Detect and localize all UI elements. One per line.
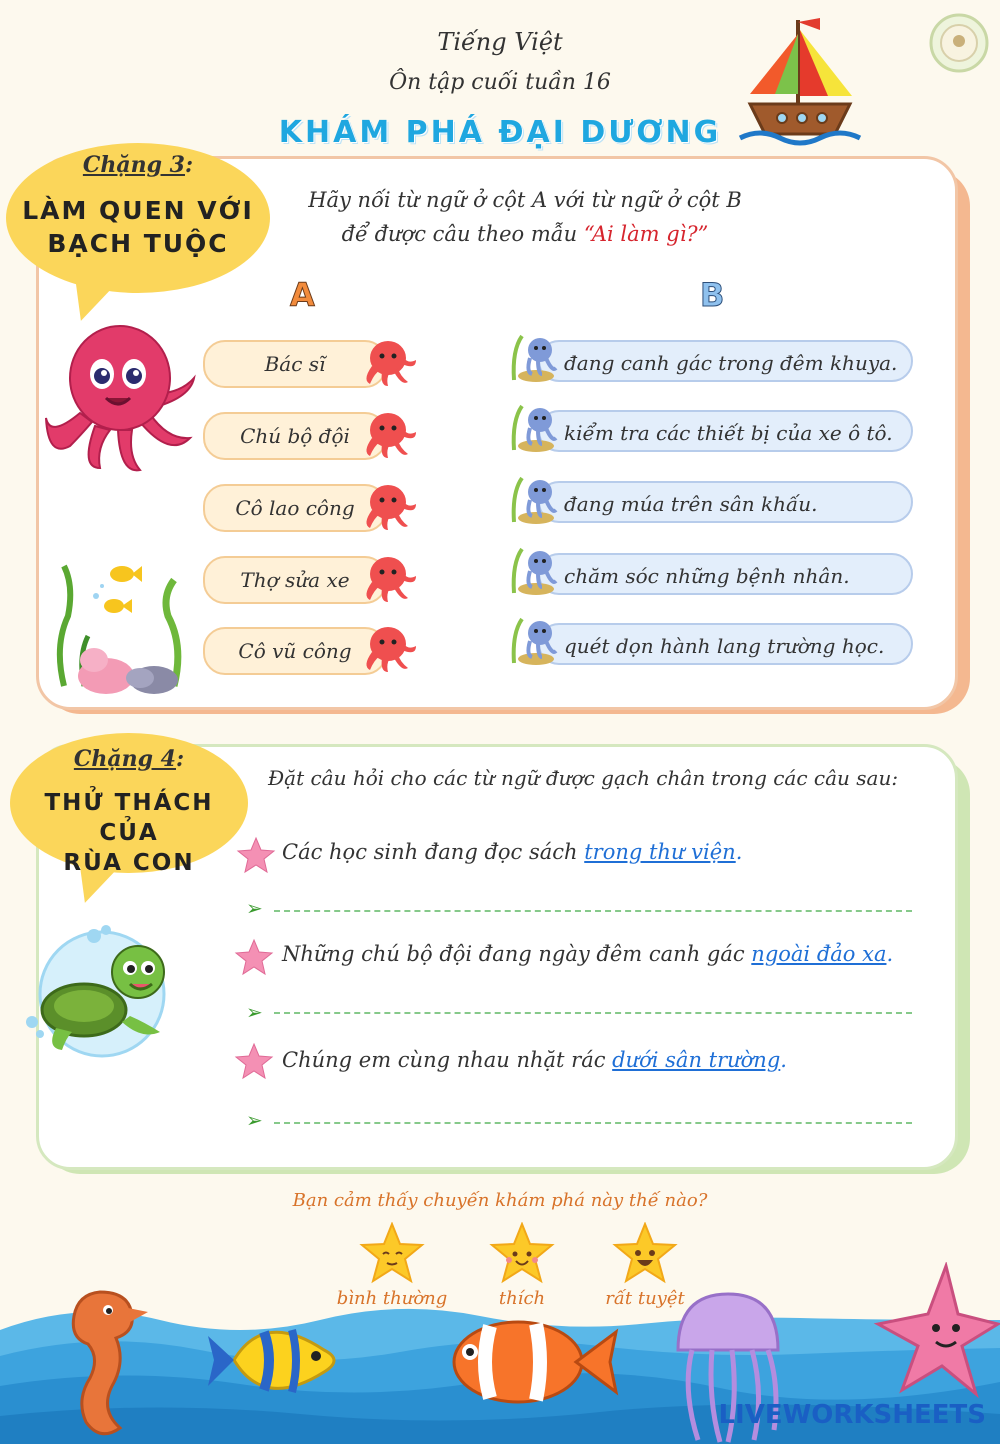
answer-3-marker: ➢ [246, 1108, 263, 1132]
col-a-item-2[interactable]: Chú bộ đội [203, 412, 387, 460]
question-2-end: . [886, 942, 894, 966]
col-b-item-2[interactable]: kiểm tra các thiết bị của xe ô tô. [538, 410, 913, 452]
red-octopus-icon[interactable] [358, 480, 418, 534]
octopus-illustration [40, 318, 200, 478]
rating-great-label: rất tuyệt [605, 1288, 685, 1309]
stage3-instruction [250, 183, 800, 251]
question-1-text: Các học sinh đang đọc sách [282, 840, 585, 864]
stage3-colon: : [184, 152, 194, 178]
star-great-icon [612, 1222, 678, 1284]
week-title: Ôn tập cuối tuần 16 [389, 70, 611, 95]
answer-2-input[interactable] [274, 1000, 912, 1014]
question-2-text: Những chú bộ đội đang ngày đêm canh gác [282, 942, 752, 966]
turtle-illustration [22, 922, 182, 1062]
blue-octopus-icon[interactable] [508, 472, 562, 526]
stage3-title-line2: BẠCH TUỘC [47, 229, 229, 258]
col-a-item-5[interactable]: Cô vũ công [203, 627, 387, 675]
rating-like-label: thích [498, 1288, 546, 1309]
stage4-title-line1: THỬ THÁCH CỦA [44, 790, 214, 846]
question-3-end: . [780, 1048, 787, 1072]
stage4-label: Chặng 4 [73, 746, 176, 772]
red-octopus-icon[interactable] [358, 408, 418, 462]
school-logo-icon [928, 12, 990, 74]
column-b-header: B [700, 276, 725, 314]
question-2-underlined: ngoài đảo xa [751, 942, 887, 966]
blue-octopus-icon[interactable] [508, 543, 562, 597]
question-3-underlined: dưới sân trường [612, 1048, 781, 1072]
stage4-label-wrap [10, 746, 248, 772]
stage3-label: Chặng 3 [82, 152, 185, 178]
blue-octopus-icon[interactable] [508, 400, 562, 454]
question-1-underlined: trong thư viện [584, 840, 736, 864]
coral-reef-illustration [44, 556, 204, 696]
stage3-instruction-prefix: để được câu theo mẫu [341, 222, 584, 246]
col-b-item-3[interactable]: đang múa trên sân khấu. [538, 481, 913, 523]
question-1 [282, 840, 742, 864]
stage3-label-wrap [6, 152, 270, 178]
question-3 [282, 1048, 787, 1072]
question-1-end: . [735, 840, 743, 864]
col-a-item-3[interactable]: Cô lao công [203, 484, 387, 532]
seahorse-illustration [30, 1282, 150, 1444]
pink-star-icon [236, 836, 276, 874]
col-b-item-4[interactable]: chăm sóc những bệnh nhân. [538, 553, 913, 595]
stage4-instruction: Đặt câu hỏi cho các từ ngữ được gạch chân trong các câu sau: [268, 766, 899, 790]
question-3-text: Chúng em cùng nhau nhặt rác [282, 1048, 613, 1072]
pink-star-icon [234, 1042, 274, 1080]
column-a-header: A [290, 276, 315, 314]
col-a-item-1[interactable]: Bác sĩ [203, 340, 387, 388]
col-b-item-5[interactable]: quét dọn hành lang trường học. [538, 623, 913, 665]
stage4-colon: : [175, 746, 185, 772]
answer-2-marker: ➢ [246, 1000, 263, 1024]
answer-3-input[interactable] [274, 1110, 912, 1124]
sailboat-icon [720, 8, 870, 150]
stage3-instruction-line2 [250, 217, 800, 251]
starfish-illustration [872, 1262, 1000, 1402]
answer-1-marker: ➢ [246, 896, 263, 920]
red-octopus-icon[interactable] [358, 552, 418, 606]
col-a-item-4[interactable]: Thợ sửa xe [203, 556, 387, 604]
stage3-title [6, 194, 270, 260]
angelfish-illustration [204, 1310, 354, 1410]
stage3-instruction-line1: Hãy nối từ ngữ ở cột A với từ ngữ ở cột B [308, 188, 742, 212]
clownfish-illustration [440, 1306, 620, 1416]
stage4-title-line2: RÙA CON [63, 850, 195, 876]
star-normal-icon [359, 1222, 425, 1284]
subject-title: Tiếng Việt [437, 28, 563, 56]
blue-octopus-icon[interactable] [508, 330, 562, 384]
star-like-icon [489, 1222, 555, 1284]
pink-star-icon [234, 938, 274, 976]
answer-1-input[interactable] [274, 898, 912, 912]
question-2 [282, 942, 893, 966]
rating-normal-label: bình thường [336, 1288, 448, 1309]
stage3-pattern: “Ai làm gì?” [583, 222, 709, 246]
col-b-item-1[interactable]: đang canh gác trong đêm khuya. [538, 340, 913, 382]
red-octopus-icon[interactable] [358, 622, 418, 676]
stage4-title [10, 788, 248, 878]
red-octopus-icon[interactable] [358, 336, 418, 390]
blue-octopus-icon[interactable] [508, 613, 562, 667]
feedback-question: Bạn cảm thấy chuyến khám phá này thế nào? [292, 1190, 708, 1211]
liveworksheets-logo: LIVEWORKSHEETS [718, 1400, 986, 1430]
theme-title: KHÁM PHÁ ĐẠI DƯƠNG [278, 115, 722, 150]
stage3-title-line1: LÀM QUEN VỚI [22, 196, 254, 225]
